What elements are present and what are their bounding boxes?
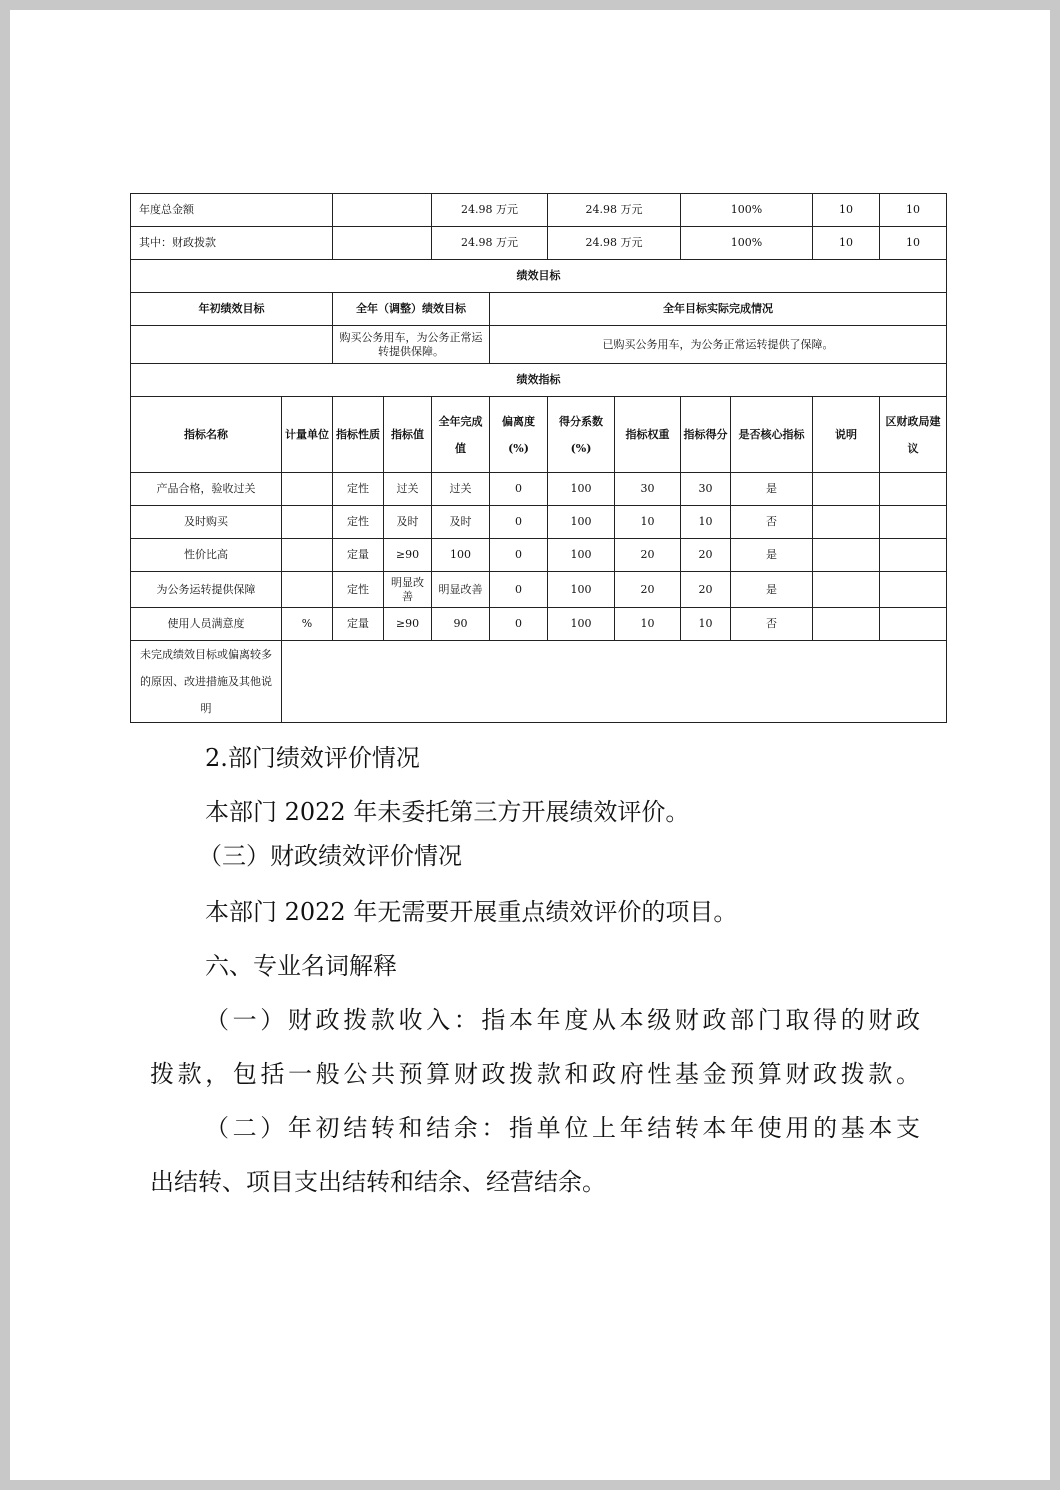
goals-adjusted: 购买公务用车，为公务正常运转提供保障。 (333, 326, 490, 364)
goals-col-adjusted: 全年（调整）绩效目标 (333, 293, 490, 326)
remark-row (131, 641, 947, 723)
header-weight: 指标权重 (615, 397, 681, 473)
table-row (131, 473, 947, 506)
funds-blank (333, 194, 432, 227)
indicator-done: 及时 (432, 506, 490, 539)
indicator-target: 及时 (384, 506, 432, 539)
goals-header-row (131, 293, 947, 326)
indicator-nature: 定性 (333, 473, 384, 506)
indicator-name: 产品合格，验收过关 (131, 473, 282, 506)
indicator-coefficient: 100 (548, 539, 615, 572)
indicators-header-row (131, 397, 947, 473)
indicator-core: 否 (731, 506, 813, 539)
indicator-advice (880, 506, 947, 539)
indicator-nature: 定量 (333, 608, 384, 641)
indicator-unit (282, 539, 333, 572)
indicator-done: 90 (432, 608, 490, 641)
funds-budget: 24.98 万元 (432, 227, 548, 260)
section-heading-dept-eval: 2.部门绩效评价情况 (205, 744, 420, 772)
goals-actual: 已购买公务用车，为公务正常运转提供了保障。 (490, 326, 947, 364)
indicator-target: ≥90 (384, 539, 432, 572)
indicator-unit: % (282, 608, 333, 641)
funds-row-fiscal (131, 227, 947, 260)
header-deviation: 偏离度(%) (490, 397, 548, 473)
indicator-core: 否 (731, 608, 813, 641)
indicator-score: 10 (681, 608, 731, 641)
indicator-deviation: 0 (490, 473, 548, 506)
remark-value (282, 641, 947, 723)
goals-col-initial: 年初绩效目标 (131, 293, 333, 326)
indicator-advice (880, 539, 947, 572)
indicator-done: 明显改善 (432, 572, 490, 608)
term-paragraph-2-line2: 出结转、项目支出结转和结余、经营结余。 (150, 1168, 606, 1196)
term-paragraph-2-line1 (205, 1108, 920, 1148)
header-name: 指标名称 (131, 397, 282, 473)
indicator-name: 使用人员满意度 (131, 608, 282, 641)
indicator-weight: 30 (615, 473, 681, 506)
indicator-deviation: 0 (490, 539, 548, 572)
indicator-done: 过关 (432, 473, 490, 506)
goals-section-row (131, 260, 947, 293)
indicator-note (813, 572, 880, 608)
term-1-title: （一）财政拨款收入： (205, 1006, 482, 1034)
term-1-text: 指本年度从本级财政部门取得的财政 (481, 1006, 921, 1034)
document-page (10, 10, 1050, 1480)
header-note: 说明 (813, 397, 880, 473)
header-unit: 计量单位 (282, 397, 333, 473)
term-2-text: 指单位上年结转本年使用的基本支 (509, 1114, 921, 1142)
indicator-note (813, 539, 880, 572)
goals-initial (131, 326, 333, 364)
funds-score1: 10 (813, 194, 880, 227)
indicator-deviation: 0 (490, 572, 548, 608)
indicator-unit (282, 572, 333, 608)
indicator-weight: 10 (615, 506, 681, 539)
funds-budget: 24.98 万元 (432, 194, 548, 227)
indicator-target: ≥90 (384, 608, 432, 641)
paragraph-fiscal-eval: 本部门 2022 年无需要开展重点绩效评价的项目。 (205, 898, 738, 926)
indicator-score: 30 (681, 473, 731, 506)
header-bureau-advice: 区财政局建议 (880, 397, 947, 473)
header-done: 全年完成值 (432, 397, 490, 473)
indicator-core: 是 (731, 473, 813, 506)
indicator-coefficient: 100 (548, 608, 615, 641)
paragraph-dept-eval: 本部门 2022 年未委托第三方开展绩效评价。 (205, 798, 690, 826)
header-coefficient: 得分系数(%) (548, 397, 615, 473)
funds-actual: 24.98 万元 (548, 227, 681, 260)
funds-score2: 10 (880, 227, 947, 260)
indicator-advice (880, 473, 947, 506)
goals-section-title: 绩效目标 (131, 260, 947, 293)
indicator-note (813, 608, 880, 641)
term-1-continuation: 拨款，包括一般公共预算财政拨款和政府性基金预算财政拨款。 (150, 1060, 920, 1088)
indicator-weight: 10 (615, 608, 681, 641)
indicator-target: 过关 (384, 473, 432, 506)
indicator-unit (282, 473, 333, 506)
header-core: 是否核心指标 (731, 397, 813, 473)
funds-actual: 24.98 万元 (548, 194, 681, 227)
table-row (131, 539, 947, 572)
indicator-name: 为公务运转提供保障 (131, 572, 282, 608)
indicator-coefficient: 100 (548, 572, 615, 608)
section-heading-terms: 六、专业名词解释 (205, 952, 397, 980)
indicator-score: 20 (681, 572, 731, 608)
funds-blank (333, 227, 432, 260)
indicator-nature: 定性 (333, 506, 384, 539)
performance-table (130, 193, 947, 723)
indicator-unit (282, 506, 333, 539)
goals-col-actual: 全年目标实际完成情况 (490, 293, 947, 326)
indicator-name: 性价比高 (131, 539, 282, 572)
funds-row-total (131, 194, 947, 227)
term-paragraph-1-line2 (150, 1054, 920, 1094)
indicator-advice (880, 572, 947, 608)
indicator-deviation: 0 (490, 506, 548, 539)
indicator-score: 10 (681, 506, 731, 539)
funds-rate: 100% (681, 227, 813, 260)
funds-label: 年度总金额 (131, 194, 333, 227)
table-row (131, 506, 947, 539)
indicator-target: 明显改善 (384, 572, 432, 608)
header-score: 指标得分 (681, 397, 731, 473)
indicator-score: 20 (681, 539, 731, 572)
indicator-nature: 定性 (333, 572, 384, 608)
table-row (131, 572, 947, 608)
indicator-core: 是 (731, 539, 813, 572)
table-row (131, 608, 947, 641)
funds-rate: 100% (681, 194, 813, 227)
remark-label: 未完成绩效目标或偏离较多的原因、改进措施及其他说明 (131, 641, 282, 723)
indicator-core: 是 (731, 572, 813, 608)
indicators-section-title: 绩效指标 (131, 364, 947, 397)
indicator-done: 100 (432, 539, 490, 572)
indicator-coefficient: 100 (548, 473, 615, 506)
funds-label: 其中：财政拨款 (131, 227, 333, 260)
term-paragraph-1-line1 (205, 1000, 920, 1040)
funds-score1: 10 (813, 227, 880, 260)
indicator-note (813, 473, 880, 506)
indicator-note (813, 506, 880, 539)
indicator-nature: 定量 (333, 539, 384, 572)
section-heading-fiscal-eval: （三）财政绩效评价情况 (198, 842, 462, 870)
indicator-advice (880, 608, 947, 641)
indicator-weight: 20 (615, 539, 681, 572)
indicator-name: 及时购买 (131, 506, 282, 539)
indicator-weight: 20 (615, 572, 681, 608)
header-target: 指标值 (384, 397, 432, 473)
indicator-coefficient: 100 (548, 506, 615, 539)
indicators-section-row (131, 364, 947, 397)
term-2-title: （二）年初结转和结余： (205, 1114, 510, 1142)
goals-content-row (131, 326, 947, 364)
funds-score2: 10 (880, 194, 947, 227)
header-nature: 指标性质 (333, 397, 384, 473)
indicator-deviation: 0 (490, 608, 548, 641)
